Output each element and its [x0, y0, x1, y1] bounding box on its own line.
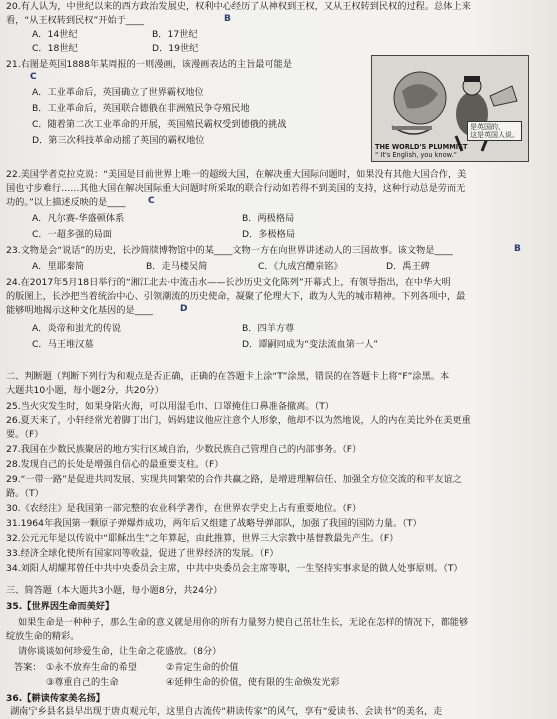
q36-body-line1: 湖南宁乡县名县早出现于唐贞观元年，这里自古流传“耕读传家”的风气，享有“爱读书、会读书”的美名，走 — [10, 706, 443, 717]
q26-line1: 26.夏天来了，小轩经常光着脚丁出门，妈妈建议他应注意个人形象，他却不以为然地说，人的内在美比外在美更重 — [6, 415, 471, 426]
q35-answer-3: ③尊重自己的生命 — [46, 677, 119, 688]
q20-stem: 看，“从王权转到民权”开始于____ — [6, 15, 145, 26]
q22-stem-line2: 国也寸步难行……其他大国在解决国际重大问题时所采取的联合行动如若得不到美国的支持，这种行动总是劳而无 — [6, 183, 466, 194]
q35-answer-2: ②肯定生命的价值 — [166, 662, 239, 673]
q26-line2: 要。（F） — [6, 429, 44, 440]
q29-line2: 路。（T） — [6, 488, 44, 499]
q35-body-line2: 绽放生命的精彩。 — [6, 631, 80, 642]
q21-option-a: A．工业革命后，英国确立了世界霸权地位 — [32, 87, 204, 98]
q21-stem: 21.右图是英国1888年某周报的一则漫画，该漫画表达的主旨最可能是 — [6, 59, 293, 70]
cartoon-subtitle: “ It's English, you know.” — [375, 151, 457, 159]
section2-title-line1: 二、判断题（判断下列行为和观点是否正确，正确的在答题卡上涂“T”涂黑，错误的在答题卡上将“F”涂黑。本 — [6, 371, 450, 382]
q32: 32.公元元年是以传说中“耶稣出生”之年算起，由此推算，世界三大宗教中基督教最先产生。（F） — [6, 533, 399, 544]
q24-stem-line3 — [6, 304, 554, 317]
q24-stem-line2: 的版图上，长沙把当着统治中心、引领潮流的历史使命，凝聚了伦理大下，敢为人先的城市精神。下列各项中，最 — [6, 291, 466, 302]
q22-stem-line3 — [6, 196, 554, 209]
cartoon-caption — [372, 143, 529, 159]
q34: 34.刘阳人胡耀邦曾任中共中央委员会主席，中共中央委员会主席等职，一生坚持实事求是的做人处事原则。（T） — [6, 563, 463, 574]
q35-ask: 请你谈谈如何珍爱生命，让生命之花盛放。（8分） — [18, 646, 222, 657]
q23-stem: 23.文物是会“说话”的历史，长沙简牍博物馆中的某____文物一方在向世界讲述动人的三国故事。该文物是____ — [6, 245, 453, 256]
q21-option-b: B．工业革命后，英国联合德俄在非洲殖民争夺殖民地 — [32, 103, 250, 114]
cartoon-note — [467, 121, 522, 141]
q35-answer-1: ①永不放弃生命的希望 — [46, 662, 137, 673]
q21-answer: C — [30, 72, 37, 82]
q36-heading: 36.【耕读传家美名扬】 — [6, 693, 105, 704]
q20-answer: B — [224, 14, 231, 24]
q20-option-b: B．17世纪 — [152, 29, 198, 40]
q35-body-line1: 如果生命是一种种子，那么生命的意义就是用你的所有力量努力使自己茁壮生长，无论在怎样的情况下，都能够 — [18, 617, 469, 628]
q25: 25.当火灾发生时，如果身陷火海，可以用湿毛巾、口罩掩住口鼻准备撤离。（T） — [6, 401, 334, 412]
q24-option-d: D．谭嗣同成为“变法流血第一人” — [242, 339, 379, 350]
q21-cartoon-figure — [371, 55, 529, 162]
q35-answer-label: 答案： — [14, 662, 42, 673]
q20-stem-line2 — [6, 14, 554, 27]
q28: 28.发现自己的长处是增强自信心的最重要支柱。（F） — [6, 459, 224, 470]
q21-option-d: D．第三次科技革命动摇了英国的霸权地位 — [32, 135, 205, 146]
section3-title: 三、简答题（本大题共3小题，每小题8分，共24分） — [6, 585, 223, 596]
q33: 33.经济全球化使所有国家同等收益，促进了世界经济的发展。（F） — [6, 548, 279, 559]
q24-stem-line1: 24.在2017年5月18日举行的“湘江北去·中流击水——长沙历史文化陈列”开幕式上，有领导指出，在中华大明 — [6, 277, 451, 288]
q23-stem-line — [6, 244, 554, 257]
q23-option-c: C．《九成宫醴泉铭》 — [258, 261, 343, 272]
q30: 30.《农经注》是我国第一部完整的农业科学著作，在世界农学史上占有重要地位。（F） — [6, 503, 362, 514]
q21-option-c: C．随着第二次工业革命的开展，英国殖民霸权受到德俄的挑战 — [32, 119, 287, 130]
q22-option-d: D．多极格局 — [242, 229, 296, 240]
q24-answer: D — [180, 304, 188, 314]
q23-option-b: B．走马楼吴简 — [146, 261, 208, 272]
q35-heading: 35.【世界因生命而美好】 — [6, 601, 115, 612]
q22-option-b: B．两极格局 — [242, 213, 295, 224]
q20-option-d: D．19世纪 — [152, 43, 199, 54]
q35-answer-4: ④延伸生命的价值，使有限的生命焕发光彩 — [166, 677, 340, 688]
q22-stem-tail: 功的。”以上描述反映的是____ — [6, 197, 126, 208]
q24-stem-tail: 能够明地揭示这种文化基因的是____ — [6, 305, 153, 316]
q23-option-d: D．禹王碑 — [386, 261, 430, 272]
q24-option-c: C．马王堆汉墓 — [32, 339, 94, 350]
q20-option-c: C．18世纪 — [32, 43, 78, 54]
q23-option-a: A．里耶秦简 — [32, 261, 85, 272]
q23-answer: B — [514, 244, 521, 254]
q22-option-c: C．一超多强的局面 — [32, 229, 112, 240]
q27: 27.我国在少数民族聚居的地方实行区域自治，少数民族自己管理自己的内部事务。（F） — [6, 444, 362, 455]
cartoon-note-line2: 这是英国人说。 — [470, 131, 519, 139]
q31: 31.1964年我国第一颗原子弹爆炸成功，两年后又组建了战略导弹部队，加强了我国的国防力量。（T） — [6, 518, 422, 529]
cartoon-note-line1: 是英国的， — [470, 123, 505, 131]
q24-option-a: A．炎帝和蚩尤的传说 — [32, 323, 121, 334]
q24-option-b: B．四羊方尊 — [242, 323, 295, 334]
cartoon-title: THE WORLD'S PLUMMIST — [375, 143, 468, 151]
section2-title-line2: 大题共10小题，每小题2分，共20分） — [6, 385, 164, 396]
q22-answer: C — [148, 196, 155, 206]
q20-option-a: A．14世纪 — [32, 29, 78, 40]
q20-stem-line1: 20.有人认为，中世纪以来的西方政治发展史，权利中心经历了从神权到王权，又从王权转到民权的过程。总体上来 — [6, 1, 471, 12]
q22-option-a: A．凡尔赛-华盛顿体系 — [32, 213, 125, 224]
q22-stem-line1: 22.美国学者克拉克说：“美国是目前世界上唯一的超级大国，在解决重大国际问题时，如果没有其他大国合作，美 — [6, 169, 467, 180]
q29-line1: 29.“一带一路”是促进共同发展、实现共同繁荣的合作共赢之路，是增进理解信任、加强全方位交流的和平友谊之 — [6, 474, 462, 485]
